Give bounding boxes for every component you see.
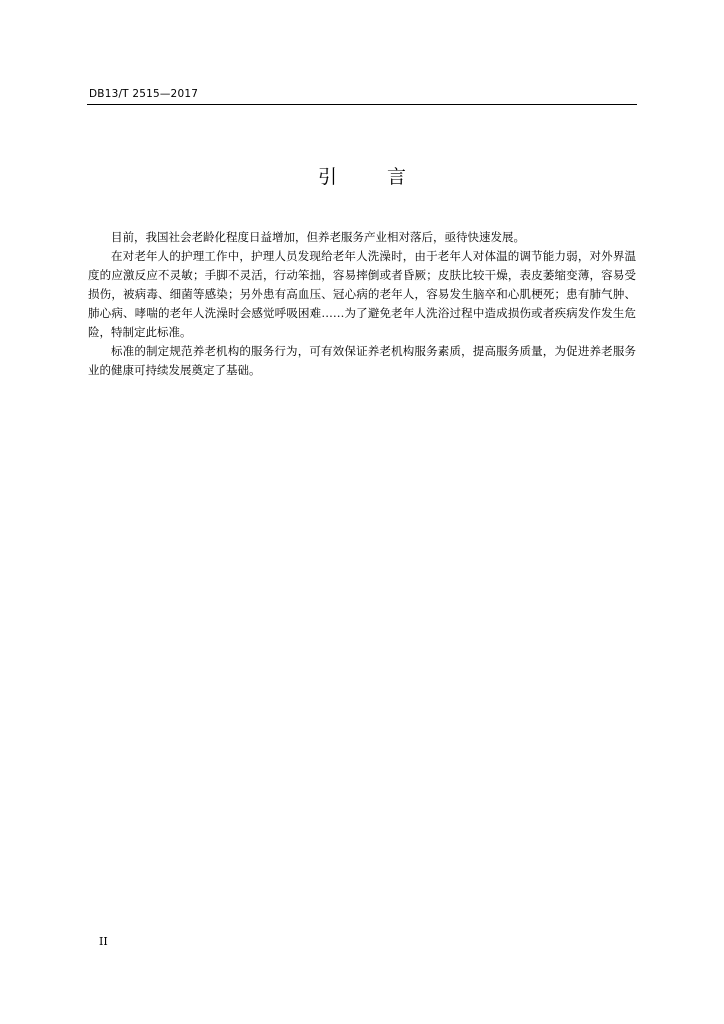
paragraph: 标准的制定规范养老机构的服务行为，可有效保证养老机构服务素质，提高服务质量，为促进养老服务业的健康可持续发展奠定了基础。 [88, 344, 636, 377]
paragraph: 在对老年人的护理工作中，护理人员发现给老年人洗澡时，由于老年人对体温的调节能力弱，对外界温度的应激反应不灵敏；手脚不灵活，行动笨拙，容易摔倒或者昏厥；皮肤比较干燥，表皮萎缩变薄，容易受损伤，被病毒、细菌等感染；另外患有高血压、冠心病的老年人，容易发生脑卒和心肌梗死；患有肺气肿、肺心病、哮喘的老年人洗澡时会感觉呼吸困难……为了避免老年人洗浴过程中造成损伤或者疾病发作发生危险，特制定此标准。 [88, 249, 636, 339]
header-divider [87, 104, 637, 105]
section-title: 引 言 [317, 166, 429, 188]
body-text [88, 228, 636, 380]
paragraph: 目前，我国社会老龄化程度日益增加，但养老服务产业相对落后，亟待快速发展。 [111, 230, 525, 244]
document-code: DB13/T 2515—2017 [89, 88, 199, 100]
page-number: II [99, 935, 108, 948]
